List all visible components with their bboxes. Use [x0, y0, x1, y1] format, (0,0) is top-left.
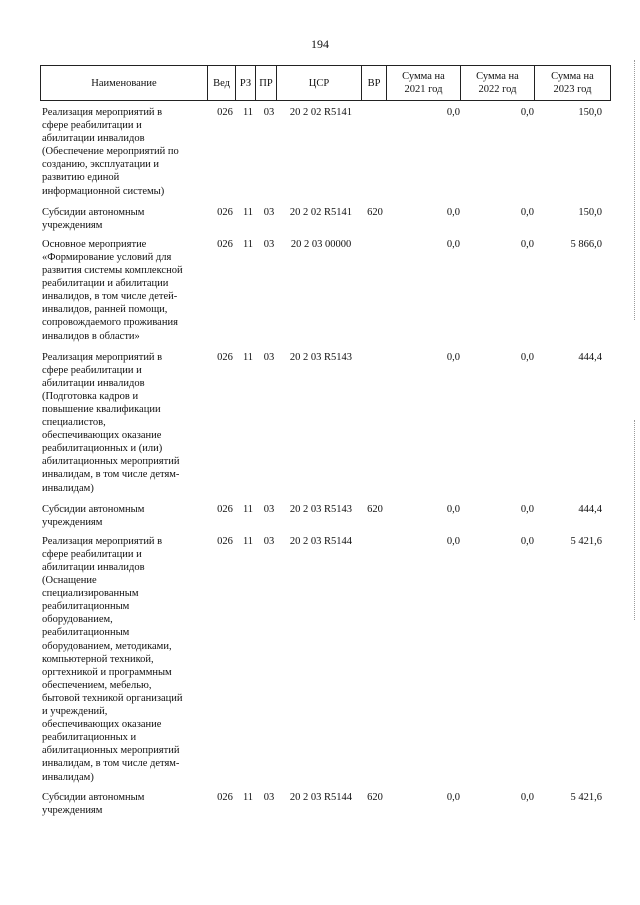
- header-sum-2023: Сумма на 2023 год: [535, 66, 611, 101]
- row-ved: 026: [217, 351, 233, 363]
- row-sum-2022: 0,0: [520, 351, 534, 363]
- row-csr: 20 2 03 00000: [290, 238, 352, 250]
- row-ved: 026: [217, 206, 233, 218]
- table-header: [40, 65, 611, 101]
- table-row: [40, 351, 610, 495]
- row-csr: 20 2 03 R5144: [289, 535, 353, 547]
- table-row: [40, 238, 610, 343]
- row-vr: 620: [367, 791, 383, 803]
- row-pr: 03: [263, 107, 275, 118]
- page-number: 194: [311, 37, 329, 51]
- row-rz: 11: [242, 107, 254, 118]
- row-sum-2023: 5 421,6: [570, 535, 602, 547]
- table-row: [40, 206, 610, 232]
- row-csr: 20 2 02 R5141: [289, 107, 353, 118]
- row-sum-2021: 0,0: [446, 503, 460, 515]
- row-sum-2022: 0,0: [520, 791, 534, 803]
- row-sum-2021: 0,0: [446, 206, 460, 218]
- row-sum-2022: 0,0: [520, 503, 534, 515]
- row-pr: 03: [263, 351, 275, 363]
- row-name: Субсидии автономным учреждениям: [42, 503, 145, 528]
- row-ved: 026: [217, 791, 233, 803]
- row-sum-2023: 5 866,0: [570, 238, 602, 250]
- row-csr: 20 2 03 R5144: [289, 791, 353, 803]
- row-pr: 03: [263, 206, 275, 218]
- scan-edge-mark: [634, 60, 636, 320]
- row-sum-2022: 0,0: [520, 206, 534, 218]
- row-ved: 026: [217, 503, 233, 515]
- row-rz: 11: [242, 206, 254, 218]
- row-rz: 11: [242, 238, 254, 250]
- row-sum-2021: 0,0: [446, 238, 460, 250]
- row-name: Субсидии автономным учреждениям: [42, 791, 145, 816]
- row-name: Субсидии автономным учреждениям: [42, 206, 145, 231]
- table-row: [40, 503, 610, 529]
- row-name: Основное мероприятие «Формирование условий для развития системы комплексной реабилитации и абилитации инвалидов, в том числе детей- инвалидов, ранней помощи, сопровождаемого проживания инвалидов в области»: [42, 238, 183, 342]
- row-rz: 11: [242, 351, 254, 363]
- row-sum-2022: 0,0: [520, 238, 534, 250]
- row-sum-2022: 0,0: [520, 107, 534, 118]
- row-csr: 20 2 03 R5143: [289, 503, 353, 515]
- row-name: Реализация мероприятий в сфере реабилитации и абилитации инвалидов (Оснащение специализированным реабилитационным оборудованием, реабилитационным оборудованием, методиками, компьютерной техникой, оргтехникой и программным обеспечением, мебелью, бытовой техникой организаций и учреждений, обеспечивающих оказание реабилитационных и абилитационных мероприятий инвалидам, в том числе детям- инвалидам): [42, 535, 183, 783]
- row-sum-2021: 0,0: [446, 107, 460, 118]
- header-pr: ПР: [256, 66, 277, 101]
- row-pr: 03: [263, 791, 275, 803]
- table-row: [40, 106, 610, 198]
- row-csr: 20 2 02 R5141: [289, 206, 353, 218]
- row-vr: 620: [367, 503, 383, 515]
- row-sum-2023: 150,0: [578, 206, 602, 218]
- row-ved: 026: [217, 535, 233, 547]
- header-sum-2022: Сумма на 2022 год: [461, 66, 535, 101]
- row-sum-2023: 5 421,6: [570, 791, 602, 803]
- row-sum-2021: 0,0: [446, 535, 460, 547]
- scan-edge-mark: [634, 420, 636, 620]
- row-sum-2021: 0,0: [446, 791, 460, 803]
- header-ved: Вед: [208, 66, 236, 101]
- row-sum-2022: 0,0: [520, 535, 534, 547]
- row-name: Реализация мероприятий в сфере реабилитации и абилитации инвалидов (Подготовка кадров и повышение квалификации специалистов, обеспечивающих оказание реабилитационных и (или) абилитационных мероприятий инвалидам, в том числе детям- инвалидам): [42, 351, 180, 494]
- header-name: Наименование: [41, 66, 208, 101]
- row-sum-2023: 444,4: [578, 351, 602, 363]
- row-rz: 11: [242, 535, 254, 547]
- row-sum-2023: 444,4: [578, 503, 602, 515]
- row-rz: 11: [242, 503, 254, 515]
- table-row: [40, 791, 610, 817]
- table-body: [40, 106, 610, 817]
- row-ved: 026: [217, 238, 233, 250]
- row-sum-2023: 150,0: [578, 107, 602, 118]
- header-vr: ВР: [362, 66, 387, 101]
- row-csr: 20 2 03 R5143: [289, 351, 353, 363]
- row-ved: 026: [217, 107, 233, 118]
- header-csr: ЦСР: [277, 66, 362, 101]
- row-rz: 11: [242, 791, 254, 803]
- row-sum-2021: 0,0: [446, 351, 460, 363]
- header-rz: РЗ: [236, 66, 256, 101]
- row-name: Реализация мероприятий в сфере реабилитации и абилитации инвалидов (Обеспечение мероприятий по созданию, эксплуатации и развитию единой информационной системы): [42, 107, 179, 197]
- table-row: [40, 535, 610, 784]
- header-sum-2021: Сумма на 2021 год: [387, 66, 461, 101]
- row-pr: 03: [263, 503, 275, 515]
- row-pr: 03: [263, 535, 275, 547]
- row-pr: 03: [263, 238, 275, 250]
- row-vr: 620: [367, 206, 383, 218]
